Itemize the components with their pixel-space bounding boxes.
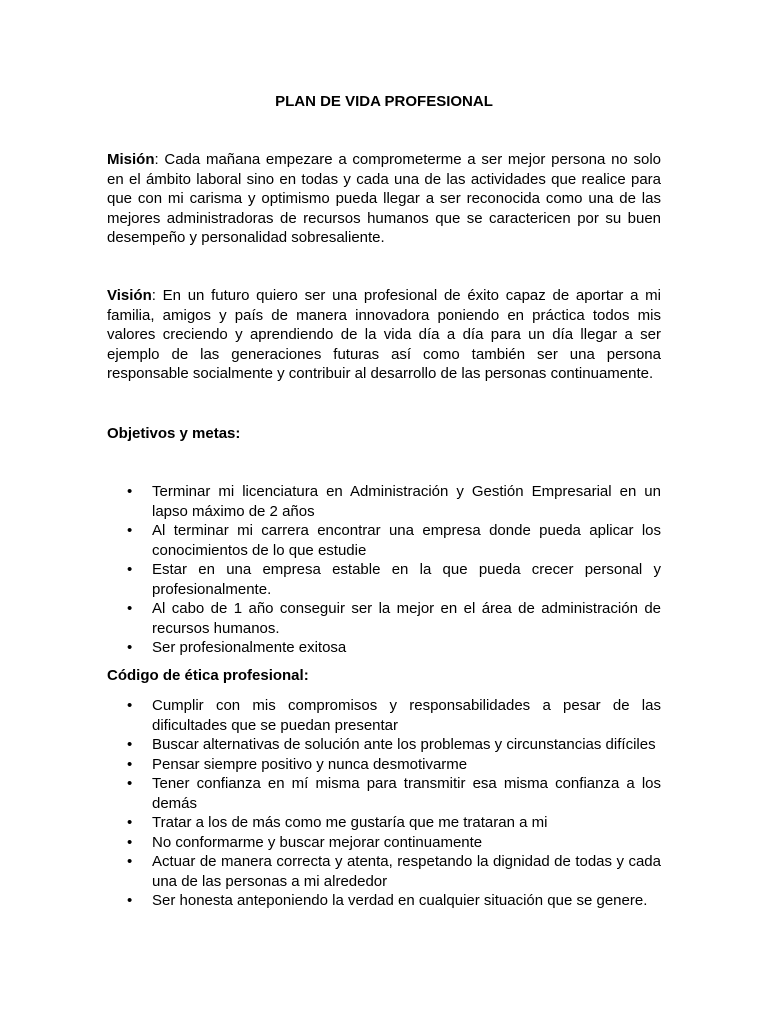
- bullet-icon: •: [127, 483, 133, 500]
- list-item: [107, 735, 661, 755]
- bullet-icon: •: [127, 561, 133, 578]
- list-item: [107, 852, 661, 891]
- list-item: [107, 560, 661, 599]
- codigo-text: Actuar de manera correcta y atenta, respetando la dignidad de todas y cada una de las personas a mi alrededor: [152, 853, 661, 890]
- mision-label: Misión: [107, 151, 155, 168]
- codigo-text: Ser honesta anteponiendo la verdad en cualquier situación que se genere.: [152, 892, 648, 909]
- bullet-icon: •: [127, 755, 133, 773]
- bullet-icon: •: [127, 775, 133, 792]
- objetivo-text: Terminar mi licenciatura en Administración y Gestión Empresarial en un lapso máximo de 2 años: [152, 483, 661, 520]
- list-item: [107, 755, 661, 775]
- vision-label: Visión: [107, 287, 152, 304]
- bullet-icon: •: [127, 697, 133, 714]
- codigo-text: No conformarme y buscar mejorar continuamente: [152, 833, 483, 851]
- list-item: [107, 638, 661, 658]
- list-item: [107, 774, 661, 813]
- list-item: [107, 599, 661, 638]
- codigo-text: Cumplir con mis compromisos y responsabilidades a pesar de las dificultades que se puedan presentar: [152, 697, 661, 734]
- objetivo-text: Ser profesionalmente exitosa: [152, 639, 347, 656]
- bullet-icon: •: [127, 814, 133, 831]
- codigo-text: Buscar alternativas de solución ante los problemas y circunstancias difíciles: [152, 736, 656, 753]
- list-item: [107, 833, 661, 853]
- list-item: [107, 482, 661, 521]
- objetivo-text: Al cabo de 1 año conseguir ser la mejor en el área de administración de recursos humanos.: [152, 600, 661, 637]
- bullet-icon: •: [127, 833, 133, 851]
- document-title: PLAN DE VIDA PROFESIONAL: [275, 93, 493, 110]
- list-item: [107, 696, 661, 735]
- mision-paragraph: [107, 150, 661, 248]
- bullet-icon: •: [127, 522, 133, 539]
- objetivo-text: Al terminar mi carrera encontrar una empresa donde pueda aplicar los conocimientos de lo que estudie: [152, 522, 661, 559]
- list-item: [107, 891, 661, 911]
- bullet-icon: •: [127, 736, 133, 753]
- bullet-icon: •: [127, 600, 133, 617]
- codigo-text: Tratar a los de más como me gustaría que me trataran a mi: [152, 814, 548, 831]
- mision-text: : Cada mañana empezare a comprometerme a ser mejor persona no solo en el ámbito laboral sino en todas y cada una de las actividades que realice para que con mi carisma y optimismo pueda llegar a ser reconocida como una de las mejores administradoras de recursos humanos que se caractericen por su buen desempeño y personalidad sobresaliente.: [107, 151, 661, 246]
- vision-text: : En un futuro quiero ser una profesional de éxito capaz de aportar a mi familia, amigos y país de manera innovadora poniendo en práctica todos mis valores creciendo y aprendiendo de la vida día a día para un día llegar a ser ejemplo de las generaciones futuras así como también ser una persona responsable socialmente y contribuir al desarrollo de las personas continuamente.: [107, 287, 661, 382]
- objetivos-heading: Objetivos y metas:: [107, 425, 241, 442]
- codigo-text: Pensar siempre positivo y nunca desmotivarme: [152, 755, 468, 773]
- codigo-list: [107, 696, 661, 911]
- vision-paragraph: [107, 286, 661, 384]
- objetivos-list: [107, 482, 661, 658]
- codigo-text: Tener confianza en mí misma para transmitir esa misma confianza a los demás: [152, 775, 661, 812]
- codigo-heading: Código de ética profesional:: [107, 667, 309, 684]
- list-item: [107, 813, 661, 833]
- bullet-icon: •: [127, 853, 133, 870]
- bullet-icon: •: [127, 892, 133, 909]
- objetivo-text: Estar en una empresa estable en la que pueda crecer personal y profesionalmente.: [152, 561, 661, 598]
- list-item: [107, 521, 661, 560]
- bullet-icon: •: [127, 639, 133, 656]
